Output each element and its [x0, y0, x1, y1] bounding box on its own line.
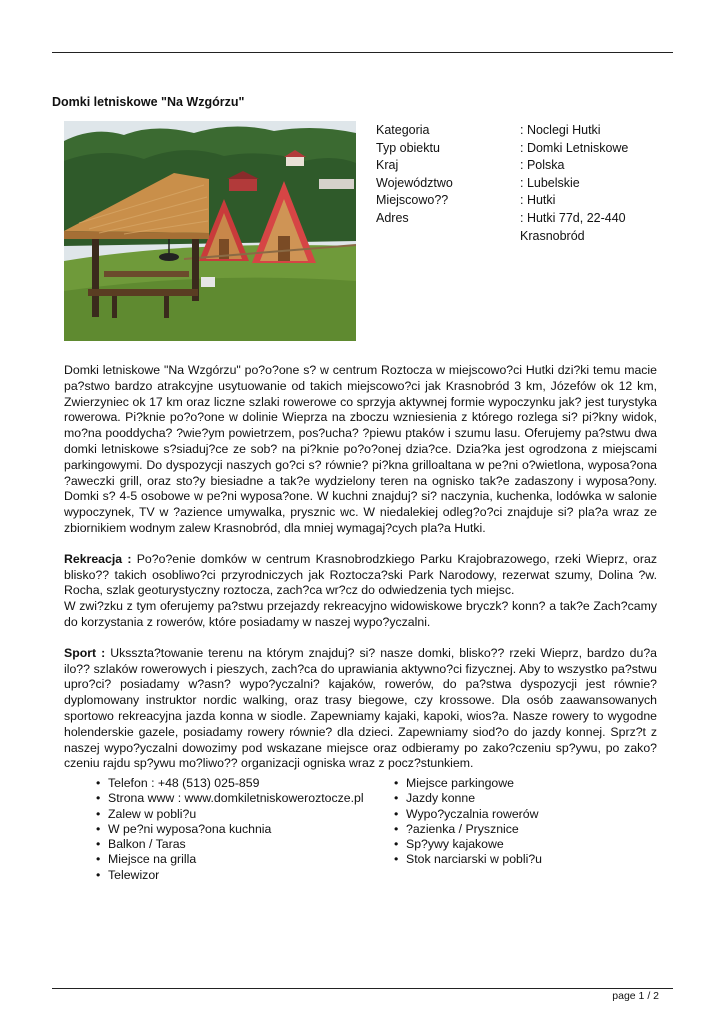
- amenity-label: Telewizor: [108, 867, 160, 882]
- amenity-item: [96, 791, 364, 806]
- amenities-list-right: [394, 776, 542, 868]
- info-value: : Hutki: [520, 193, 556, 208]
- info-value: : Domki Letniskowe: [520, 140, 629, 155]
- listing-photo: [64, 121, 356, 341]
- amenity-item: [394, 776, 542, 791]
- info-key: Kraj: [376, 158, 399, 173]
- rekreacja-text: Po?o?enie domków w centrum Krasnobrodzkiego Parku Krajobrazowego, rzeki Wieprz, oraz blisko?? takich osobliwo?ci przyrodniczych jak Roztocza?ski Park Narodowy, rezerwat szumy, Dolina ?w. Rocha, szlak geoturystyczny roztocza, zach?ca wr?cz do odwiedzenia tych miejsc.: [64, 551, 657, 598]
- amenity-item: [394, 852, 542, 867]
- sport-text: Uksszta?towanie terenu na którym znajduj? si? nasze domki, blisko?? rzeki Wieprz, bardzo du?a ilo?? szlaków rowerowych i pieszych, zach?ca do uprawiania aktywno?ci fizycznej. Aby to wszystko pa?stwu upro?ci? posiadamy w?asn? wypo?yczalni? kajaków, rowerów, do pa?stwa dyspozycji jest równie? dyplomowany instruktor nordic walking, oraz trasy biegowe, czy krossowe. Dla osób zaawansowanych sportowo rekreacyjna jazda konna w siodle. Zapewniamy kajaki, kapoki, wios?a. Nasze rowery to wygodne holenderskie gazele, posiadamy rowery równie? dla dzieci. Zapewniamy siod?o do jazdy konnej. Sprz?t z naszej wypo?yczalni dowozimy pod wskazane miejsce oraz odbieramy po zako?czeniu sp?ywu, po zako?czeniu rajdu sp?ywu mo?liwo?? organizacji ogniska wraz z pocz?stunkiem.: [64, 645, 657, 771]
- rekreacja-label: Rekreacja :: [64, 551, 132, 566]
- amenity-item: [96, 868, 364, 883]
- amenity-label: Strona www : www.domkiletniskoweroztocze.pl: [108, 791, 364, 806]
- bullet-icon: •: [394, 791, 399, 806]
- info-key: Województwo: [376, 175, 453, 190]
- info-row: [376, 175, 666, 193]
- amenity-label: Telefon : +48 (513) 025-859: [108, 776, 260, 790]
- amenity-label: W pe?ni wyposa?ona kuchnia: [108, 821, 272, 836]
- bullet-icon: •: [394, 852, 399, 867]
- bullet-icon: •: [96, 837, 101, 852]
- info-row: [376, 157, 666, 175]
- amenity-label: Zalew w pobli?u: [108, 806, 197, 821]
- info-value: : Lubelskie: [520, 175, 580, 190]
- bullet-icon: •: [394, 821, 399, 836]
- amenity-label: Balkon / Taras: [108, 837, 186, 852]
- amenity-item: [96, 807, 364, 822]
- amenity-label: Miejsce parkingowe: [406, 776, 514, 790]
- amenity-item: [394, 837, 542, 852]
- amenity-label: Wypo?yczalnia rowerów: [406, 806, 539, 821]
- footer-rule: [52, 988, 673, 989]
- amenity-item: [394, 822, 542, 837]
- amenity-item: [96, 837, 364, 852]
- bullet-icon: •: [394, 837, 399, 852]
- page-title: Domki letniskowe "Na Wzgórzu": [52, 95, 245, 109]
- amenities-list-left: [96, 776, 364, 883]
- info-key: Typ obiektu: [376, 140, 440, 155]
- info-value: : Polska: [520, 158, 565, 173]
- rekreacja-section: [64, 552, 657, 631]
- photo-illustration: [64, 121, 356, 341]
- amenity-label: Miejsce na grilla: [108, 852, 197, 867]
- amenity-label: Jazdy konne: [406, 791, 476, 806]
- info-value: : Hutki 77d, 22-440 Krasnobród: [520, 210, 626, 243]
- bullet-icon: •: [96, 791, 101, 806]
- info-value: : Noclegi Hutki: [520, 123, 601, 137]
- amenity-item: [394, 791, 542, 806]
- bullet-icon: •: [96, 806, 101, 821]
- amenity-label: Stok narciarski w pobli?u: [406, 852, 543, 867]
- amenity-label: ?azienka / Prysznice: [406, 821, 519, 836]
- bullet-icon: •: [394, 776, 399, 790]
- info-row: [376, 140, 666, 158]
- listing-description: [64, 363, 657, 787]
- bullet-icon: •: [96, 867, 101, 882]
- bullet-icon: •: [96, 821, 101, 836]
- info-key: Kategoria: [376, 123, 430, 137]
- amenity-item: [96, 852, 364, 867]
- info-key: Miejscowo??: [376, 193, 449, 208]
- listing-info-table: [376, 122, 666, 245]
- sport-section: [64, 646, 657, 772]
- info-key: Adres: [376, 210, 409, 225]
- amenity-item: [96, 776, 364, 791]
- description-paragraph: Domki letniskowe "Na Wzgórzu" po?o?one s? w centrum Roztocza w miejscowo?ci Hutki dzi?ki temu macie pa?stwo bardzo atrakcyjne usytuowanie od takich miejscowo?ci jak Krasnobród 3 km, Józefów ok 12 km, Zwierzyniec ok 17 km oraz liczne szlaki rowerowe co sprzyja aktywnej formie wypoczynku jak? jest turystyka rowerowa. Pi?knie po?o?one w dolinie Wieprza na zboczu wzniesienia z którego rozlega si? pi?kny widok, mo?na pooddycha? ?wie?ym powietrzem, pos?ucha? ?piewu ptaków i szumu lasu. Oferujemy pa?stwu dwa domki letniskowe s?siaduj?ce ze sob? na pi?knie po?o?onej dzia?ce. Dzia?ka jest ogrodzona z miejscami parkingowymi. Do dyspozycji naszych go?ci s? równie? pi?kna grilloaltana w pe?ni o?wietlona, wyposa?ona ?aweczki grill, oraz sto?y biesiadne a tak?e wydzielony teren na ognisko tak?e zadaszony i wyposa?ony. Domki s? 4-5 osobowe w pe?ni wyposa?one. W kuchni znajduj? si? naczynia, kuchenka, lodówka w salonie wypoczynek, TV w ?azience umywalka, prysznic wc. W niedalekiej odleg?o?ci znajduje si? pla?a wraz ze zbiornikiem wodnym zalew Krasnobród, dla mniej wymagaj?cych pla?a Hutki.: [64, 363, 657, 535]
- amenity-item: [96, 822, 364, 837]
- info-row: [376, 210, 666, 245]
- info-row: [376, 122, 666, 140]
- sport-label: Sport :: [64, 645, 106, 660]
- page-number: page 1 / 2: [612, 990, 659, 1002]
- info-row: [376, 192, 666, 210]
- rekreacja-text-2: W zwi?zku z tym oferujemy pa?stwu przejazdy rekreacyjno widowiskowe bryczk? konn? a tak?e Zach?camy do korzystania z rowerów, które posiadamy w naszej wypo?yczalni.: [64, 599, 657, 629]
- amenity-label: Sp?ywy kajakowe: [406, 837, 504, 852]
- header-rule: [52, 52, 673, 53]
- amenity-item: [394, 807, 542, 822]
- bullet-icon: •: [394, 806, 399, 821]
- bullet-icon: •: [96, 852, 101, 867]
- bullet-icon: •: [96, 776, 101, 790]
